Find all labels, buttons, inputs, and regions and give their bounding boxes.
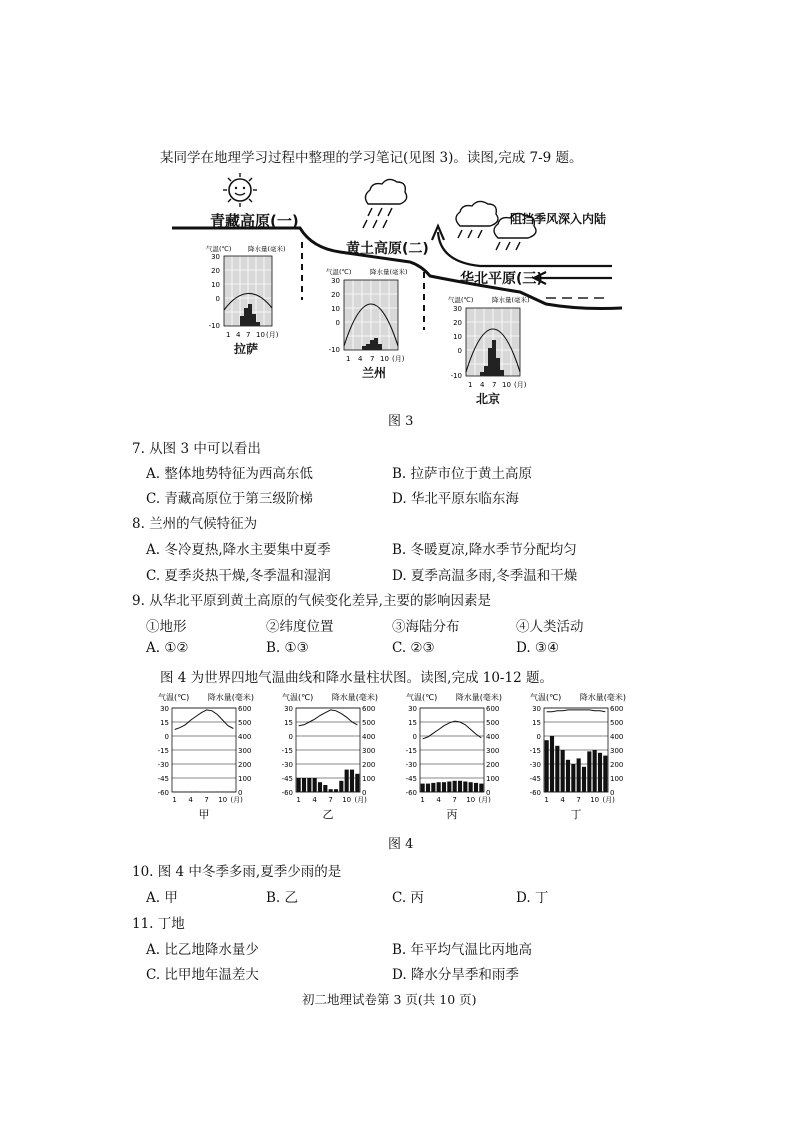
beijing-precip-label: 降水量(毫米)	[492, 296, 530, 304]
q7-option-d: D. 华北平原东临东海	[392, 491, 519, 507]
beijing-tick-30: 30	[453, 305, 462, 313]
lhasa-temp-label: 气温(℃)	[206, 245, 232, 253]
q9-option-a: A. ①②	[146, 640, 189, 656]
fig4-temp-tick-2-3: -15	[281, 747, 293, 755]
fig4-precip-tick-2-4: 200	[362, 761, 376, 769]
fig4-precip-tick-2-3: 300	[362, 747, 376, 755]
fig4-temp-tick-2-2: 0	[288, 733, 293, 741]
fig4-precip-bar-2-1	[297, 778, 301, 792]
q9-factor-2: ②纬度位置	[266, 619, 334, 635]
fig4-temp-curve-4	[547, 710, 606, 712]
fig4-precip-bar-2-11	[350, 770, 354, 792]
city-lhasa: 拉萨	[234, 342, 259, 356]
fig4-precip-label-4: 降水量(毫米)	[579, 693, 626, 702]
fig4-precip-tick-1-2: 400	[238, 733, 252, 741]
fig4-temp-tick-3-6: -60	[405, 789, 417, 797]
fig4-temp-curve-1	[175, 710, 234, 730]
fig4-temp-tick-4-3: -15	[529, 747, 541, 755]
beijing-month-1: 1	[468, 381, 473, 389]
lanzhou-temp-label: 气温(℃)	[326, 268, 352, 276]
fig4-month-tick-3-2: 7	[452, 796, 457, 804]
lanzhou-month-1: 1	[346, 355, 351, 363]
fig4-temp-tick-2-4: -30	[281, 761, 293, 769]
lanzhou-tick-10: 10	[331, 305, 340, 313]
fig4-temp-tick-2-5: -45	[281, 775, 293, 783]
fig4-precip-tick-4-2: 400	[610, 733, 624, 741]
q8-stem: 8. 兰州的气候特征为	[132, 516, 258, 532]
lhasa-month-4: 4	[236, 331, 241, 339]
fig4-precip-bar-3-10	[469, 782, 473, 792]
fig4-precip-tick-4-0: 600	[610, 705, 624, 713]
q10-option-b: B. 乙	[266, 890, 299, 906]
fig4-temp-tick-1-0: 30	[160, 705, 169, 713]
monsoon-arrow-icon	[438, 232, 612, 266]
lhasa-tick-20: 20	[211, 267, 220, 275]
q10-option-c: C. 丙	[392, 890, 424, 906]
fig4-month-tick-1-3: 10	[218, 796, 228, 804]
fig4-precip-bar-4-5	[566, 760, 570, 792]
fig4-month-unit-2: (月)	[354, 796, 367, 804]
fig4-month-unit-1: (月)	[230, 796, 243, 804]
lanzhou-month-4: 4	[358, 355, 363, 363]
fig4-precip-bar-4-12	[603, 756, 607, 792]
fig4-temp-tick-4-4: -30	[529, 761, 541, 769]
lanzhou-tick-20: 20	[331, 291, 340, 299]
lanzhou-tick-30: 30	[331, 277, 340, 285]
fig4-precip-tick-3-3: 300	[486, 747, 500, 755]
fig4-temp-tick-1-2: 0	[164, 733, 169, 741]
lhasa-tick-10: 10	[211, 281, 220, 289]
fig4-temp-tick-2-6: -60	[281, 789, 293, 797]
fig4-precip-bar-4-8	[582, 767, 586, 792]
fig4-month-tick-4-1: 4	[560, 796, 565, 804]
fig4-temp-tick-4-0: 30	[532, 705, 541, 713]
fig4-temp-tick-1-4: -30	[157, 761, 169, 769]
fig4-precip-tick-3-5: 100	[486, 775, 500, 783]
fig4-precip-bar-2-2	[302, 778, 306, 792]
climate-chart-3	[406, 692, 502, 821]
fig4-precip-bar-2-9	[339, 781, 343, 792]
q7-option-a: A. 整体地势特征为西高东低	[146, 466, 313, 482]
fig4-precip-bar-3-5	[442, 782, 446, 792]
lhasa-month-10: 10	[256, 331, 265, 339]
fig4-temp-label-2: 气温(℃)	[282, 693, 314, 702]
fig4-month-tick-1-2: 7	[204, 796, 209, 804]
q9-factor-4: ④人类活动	[516, 619, 584, 635]
fig4-precip-bar-2-3	[307, 778, 311, 792]
fig4-precip-tick-4-4: 200	[610, 761, 624, 769]
fig4-precip-bar-4-10	[593, 750, 597, 792]
fig4-precip-bar-4-3	[555, 746, 559, 792]
intro-text: 某同学在地理学习过程中整理的学习笔记(见图 3)。读图,完成 7-9 题。	[160, 150, 583, 166]
beijing-month-7: 7	[492, 381, 497, 389]
lanzhou-month-7: 7	[370, 355, 375, 363]
q8-option-c: C. 夏季炎热干燥,冬季温和湿润	[146, 568, 331, 584]
fig4-temp-tick-1-5: -45	[157, 775, 169, 783]
fig4-temp-tick-2-0: 30	[284, 705, 293, 713]
q10-stem: 10. 图 4 中冬季多雨,夏季少雨的是	[132, 864, 342, 880]
city-lanzhou: 兰州	[362, 366, 387, 380]
climate-chart-beijing	[446, 294, 546, 408]
q11-option-a: A. 比乙地降水量少	[146, 942, 259, 958]
climate-chart-lanzhou-svg	[324, 266, 420, 364]
fig4-precip-tick-1-4: 200	[238, 761, 252, 769]
q11-option-d: D. 降水分旱季和雨季	[392, 967, 519, 983]
fig4-precip-label-2: 降水量(毫米)	[331, 693, 378, 702]
fig4-month-tick-2-2: 7	[328, 796, 333, 804]
fig4-temp-tick-3-3: -15	[405, 747, 417, 755]
fig4-chart-name-2: 乙	[322, 808, 334, 821]
fig4-month-tick-3-0: 1	[420, 796, 425, 804]
fig4-temp-tick-3-2: 0	[412, 733, 417, 741]
fig4-month-tick-1-1: 4	[188, 796, 193, 804]
fig4-month-tick-2-1: 4	[312, 796, 317, 804]
fig4-temp-tick-1-6: -60	[157, 789, 169, 797]
fig4-temp-tick-3-5: -45	[405, 775, 417, 783]
fig4-month-tick-4-2: 7	[576, 796, 581, 804]
fig4-temp-tick-4-5: -45	[529, 775, 541, 783]
beijing-tick-20: 20	[453, 319, 462, 327]
fig4-precip-tick-4-3: 300	[610, 747, 624, 755]
lhasa-month-unit: (月)	[266, 331, 279, 339]
fig4-month-tick-4-0: 1	[544, 796, 549, 804]
figure-4-charts	[150, 690, 650, 830]
climate-chart-lhasa	[204, 244, 294, 354]
fig4-month-tick-1-0: 1	[172, 796, 177, 804]
figure-3-caption: 图 3	[388, 414, 414, 429]
fig4-precip-bar-3-9	[463, 782, 467, 793]
fig4-precip-tick-3-1: 500	[486, 719, 500, 727]
fig4-precip-bar-2-7	[329, 789, 333, 792]
fig4-precip-tick-3-6: 0	[486, 789, 491, 797]
fig4-precip-bar-3-4	[437, 782, 441, 792]
climate-chart-4	[530, 692, 626, 821]
fig4-temp-label-4: 气温(℃)	[530, 693, 562, 702]
climate-chart-lanzhou	[324, 266, 420, 380]
q9-option-b: B. ①③	[266, 640, 309, 656]
fig4-precip-tick-2-6: 0	[362, 789, 367, 797]
lhasa-precip-label: 降水量(毫米)	[248, 245, 286, 253]
fig4-precip-tick-1-0: 600	[238, 705, 252, 713]
fig4-temp-tick-1-1: 15	[160, 719, 169, 727]
page-footer: 初二地理试卷第 3 页(共 10 页)	[302, 992, 477, 1007]
fig4-precip-bar-2-10	[345, 770, 349, 792]
fig4-precip-tick-1-5: 100	[238, 775, 252, 783]
fig4-chart-name-4: 丁	[570, 808, 582, 821]
climate-chart-lhasa-svg	[204, 244, 294, 344]
fig4-precip-tick-2-5: 100	[362, 775, 376, 783]
lanzhou-month-10: 10	[380, 355, 389, 363]
fig4-month-tick-3-1: 4	[436, 796, 441, 804]
fig4-precip-tick-4-5: 100	[610, 775, 624, 783]
fig4-temp-tick-3-4: -30	[405, 761, 417, 769]
fig4-precip-tick-3-2: 400	[486, 733, 500, 741]
fig4-month-unit-4: (月)	[602, 796, 615, 804]
q8-option-a: A. 冬冷夏热,降水主要集中夏季	[146, 542, 331, 558]
lhasa-month-1: 1	[226, 331, 231, 339]
q11-option-c: C. 比甲地年温差大	[146, 967, 259, 983]
fig4-month-tick-2-3: 10	[342, 796, 352, 804]
lanzhou-month-unit: (月)	[392, 355, 405, 363]
beijing-temp-label: 气温(℃)	[448, 296, 474, 304]
sun-icon	[223, 173, 257, 207]
fig4-temp-tick-4-1: 15	[532, 719, 541, 727]
fig4-precip-bar-3-3	[431, 783, 435, 792]
lanzhou-tick-neg10: -10	[328, 346, 340, 354]
q10-option-a: A. 甲	[146, 890, 178, 906]
fig4-precip-tick-3-0: 600	[486, 705, 500, 713]
fig4-temp-tick-3-0: 30	[408, 705, 417, 713]
fig4-precip-bar-2-5	[318, 782, 322, 792]
fig4-temp-curve-2	[299, 710, 358, 726]
fig4-precip-bar-4-7	[577, 758, 581, 792]
lanzhou-tick-0: 0	[335, 319, 340, 327]
fig4-precip-bar-2-6	[323, 785, 327, 792]
fig4-precip-tick-1-3: 300	[238, 747, 252, 755]
label-huabei: 华北平原(三)	[460, 271, 543, 287]
label-monsoon: 阻挡季风深入内陆	[510, 212, 607, 226]
q9-factor-3: ③海陆分布	[392, 619, 460, 635]
figure-3	[0, 0, 794, 440]
fig4-precip-bar-3-12	[479, 784, 483, 792]
fig4-precip-tick-2-2: 400	[362, 733, 376, 741]
fig4-precip-bar-3-8	[458, 781, 462, 792]
beijing-tick-neg10: -10	[450, 372, 462, 380]
fig4-month-tick-2-0: 1	[296, 796, 301, 804]
fig4-temp-tick-2-1: 15	[284, 719, 293, 727]
lhasa-tick-30: 30	[211, 253, 220, 261]
fig4-chart-name-1: 甲	[198, 808, 210, 821]
beijing-tick-10: 10	[453, 333, 462, 341]
q7-option-b: B. 拉萨市位于黄土高原	[392, 466, 533, 482]
fig4-precip-bar-3-11	[474, 783, 478, 792]
figure-4	[150, 690, 650, 830]
label-qinghai: 青藏高原(一)	[210, 212, 299, 230]
beijing-month-10: 10	[502, 381, 511, 389]
fig4-precip-label-3: 降水量(毫米)	[455, 693, 502, 702]
lhasa-month-7: 7	[246, 331, 251, 339]
fig4-temp-tick-1-3: -15	[157, 747, 169, 755]
beijing-month-4: 4	[480, 381, 485, 389]
fig4-precip-tick-4-6: 0	[610, 789, 615, 797]
fig4-precip-tick-4-1: 500	[610, 719, 624, 727]
q9-option-c: C. ②③	[392, 640, 435, 656]
q9-stem: 9. 从华北平原到黄土高原的气候变化差异,主要的影响因素是	[132, 593, 491, 609]
fig4-precip-tick-1-1: 500	[238, 719, 252, 727]
q7-option-c: C. 青藏高原位于第三级阶梯	[146, 491, 313, 507]
q9-factor-1: ①地形	[146, 619, 187, 635]
fig4-precip-bar-4-1	[545, 740, 549, 792]
fig4-month-tick-3-3: 10	[466, 796, 476, 804]
climate-chart-beijing-svg	[446, 294, 546, 390]
beijing-tick-0: 0	[457, 347, 462, 355]
fig4-precip-bar-4-2	[550, 736, 554, 792]
fig4-precip-bar-4-11	[598, 753, 602, 792]
fig4-temp-tick-3-1: 15	[408, 719, 417, 727]
q10-option-d: D. 丁	[516, 890, 549, 906]
climate-chart-1	[158, 692, 254, 821]
fig4-precip-bar-3-2	[426, 784, 430, 792]
lhasa-tick-0: 0	[215, 295, 220, 303]
beijing-month-unit: (月)	[514, 381, 527, 389]
fig4-temp-tick-4-2: 0	[536, 733, 541, 741]
fig4-precip-bar-4-4	[561, 750, 565, 792]
fig4-month-tick-4-3: 10	[590, 796, 600, 804]
fig4-precip-bar-3-7	[453, 781, 457, 792]
fig4-precip-tick-2-1: 500	[362, 719, 376, 727]
lhasa-tick-neg10: -10	[208, 322, 220, 330]
fig4-precip-bar-2-12	[355, 774, 359, 792]
intro2-text: 图 4 为世界四地气温曲线和降水量柱状图。读图,完成 10-12 题。	[160, 670, 553, 686]
rain-cloud-icon	[363, 179, 407, 228]
fig4-precip-tick-2-0: 600	[362, 705, 376, 713]
fig4-chart-name-3: 丙	[446, 808, 458, 821]
fig4-precip-label-1: 降水量(毫米)	[207, 693, 254, 702]
fig4-precip-bar-2-8	[334, 789, 338, 792]
q7-stem: 7. 从图 3 中可以看出	[132, 441, 261, 457]
lanzhou-precip-label: 降水量(毫米)	[370, 268, 408, 276]
q8-option-d: D. 夏季高温多雨,冬季温和干燥	[392, 568, 578, 584]
fig4-precip-bar-2-4	[313, 778, 317, 792]
climate-chart-2	[282, 692, 378, 821]
fig4-precip-tick-1-6: 0	[238, 789, 243, 797]
q8-option-b: B. 冬暖夏凉,降水季节分配均匀	[392, 542, 577, 558]
fig4-temp-label-3: 气温(℃)	[406, 693, 438, 702]
q11-option-b: B. 年平均气温比丙地高	[392, 942, 533, 958]
fig4-temp-label-1: 气温(℃)	[158, 693, 190, 702]
figure-4-caption: 图 4	[388, 837, 414, 852]
fig4-temp-tick-4-6: -60	[529, 789, 541, 797]
fig4-precip-bar-3-1	[421, 784, 425, 792]
fig4-precip-bar-3-6	[447, 782, 451, 793]
q9-option-d: D. ③④	[516, 640, 560, 656]
fig4-precip-tick-3-4: 200	[486, 761, 500, 769]
q11-stem: 11. 丁地	[132, 916, 185, 932]
fig4-precip-bar-4-9	[587, 751, 591, 792]
city-beijing: 北京	[476, 392, 501, 406]
fig4-precip-bar-4-6	[571, 764, 575, 792]
fig4-month-unit-3: (月)	[478, 796, 491, 804]
label-huangtu: 黄土高原(二)	[346, 241, 429, 257]
